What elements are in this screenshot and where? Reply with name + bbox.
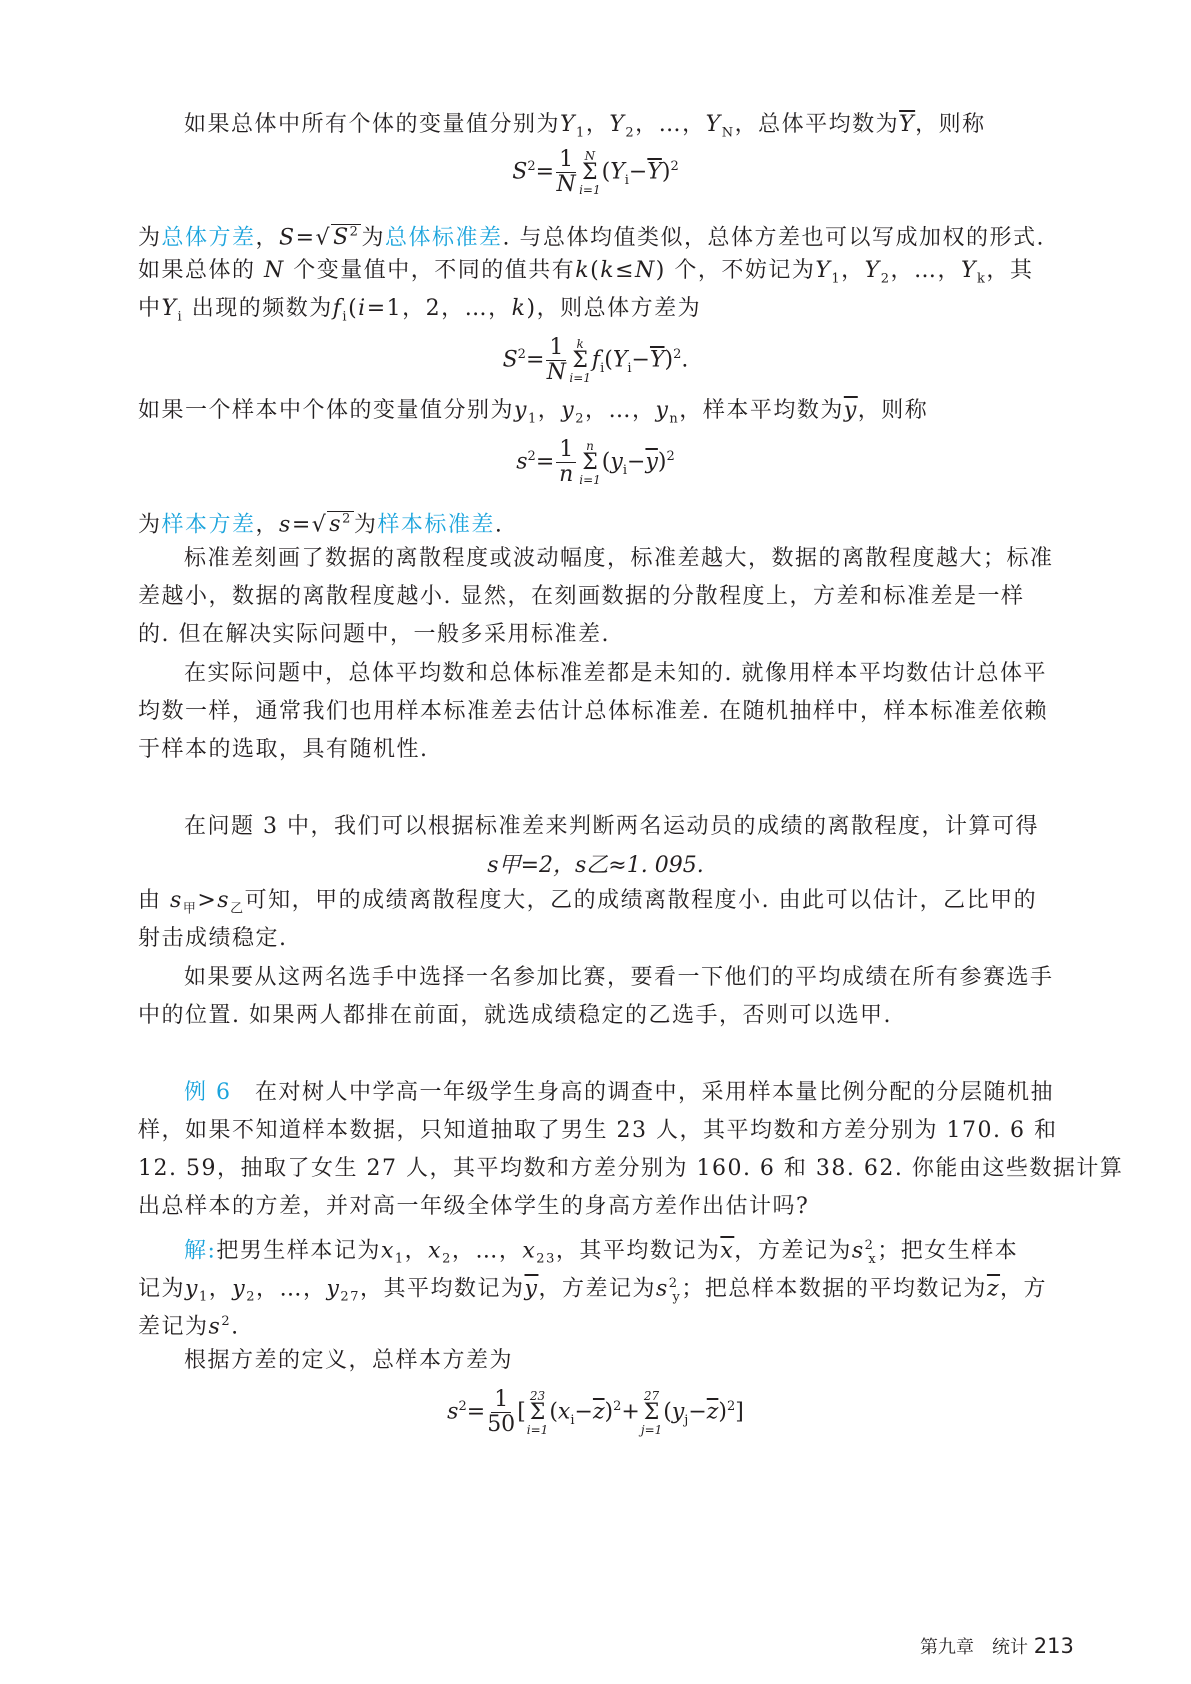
text-line: 在实际问题中，总体平均数和总体标准差都是未知的. 就像用样本平均数估计总体平	[184, 661, 1047, 686]
example-6-line: 例 6 在对树人中学高一年级学生身高的调查中，采用样本量比例分配的分层随机抽	[184, 1080, 1055, 1105]
population-variance-formula: $S^2=$ $\frac{1}{N}$ N Σ i=1 $(Y_i-\overline{Y})^2$	[512, 147, 679, 197]
text: 如果总体中所有个体的变量值分别为	[184, 112, 561, 137]
population-variance-definition: 为总体方差，$S=√S^2$为总体标准差. 与总体均值类似，总体方差也可以写成加权的形式.	[138, 225, 1045, 251]
text-line: 差记为$s^2$.	[138, 1314, 240, 1340]
text-line: 记为$y_1$，$y_2$，…，$y_{27}$，其平均数记为$\overline{y}$，方差记为$s^2_y$；把总样本数据的平均数记为$\overline{z}$，方	[138, 1276, 1048, 1305]
text-line: 差越小，数据的离散程度越小. 显然，在刻画数据的分散程度上，方差和标准差是一样	[138, 584, 1025, 609]
term-sample-variance: 样本方差	[161, 512, 256, 538]
text-line: 标准差刻画了数据的离散程度或波动幅度，标准差越大，数据的离散程度越大；标准	[184, 546, 1054, 571]
chapter-label: 第九章 统计	[920, 1637, 1028, 1658]
text-line: 样，如果不知道样本数据，只知道抽取了男生 23 人，其平均数和方差分别为 170. 6 和	[138, 1118, 1058, 1143]
sample-variance-formula: $s^2=$ $\frac{1}{n}$ n Σ i=1 $(y_i-\overline{y})^2$	[516, 437, 675, 487]
text-line: 12. 59，抽取了女生 27 人，其平均数和方差分别为 160. 6 和 38. 62. 你能由这些数据计算	[138, 1156, 1124, 1181]
page-footer	[920, 1633, 1074, 1659]
population-values-line: 如果总体中所有个体的变量值分别为$Y_1$，$Y_2$，…，$Y_N$，总体平均数为$\overline{Y}$，则称	[184, 112, 986, 141]
text-line: 中$Y_i$ 出现的频数为$f_i(i=1$，2，…，k)，则总体方差为	[138, 296, 702, 325]
text-line: 射击成绩稳定.	[138, 926, 288, 951]
solution-label: 解:	[184, 1238, 217, 1264]
sample-values-line: 如果一个样本中个体的变量值分别为$y_1$，$y_2$，…，$y_n$，样本平均数为$\overline{y}$，则称	[138, 398, 929, 427]
text-line: 根据方差的定义，总样本方差为	[184, 1348, 514, 1373]
weighted-variance-formula: $S^2=$ $\frac{1}{N}$ k Σ i=1 $f_i(Y_i-\overline{Y})^2$.	[502, 335, 689, 385]
text-line: 于样本的选取，具有随机性.	[138, 737, 429, 762]
text-line: 出总样本的方差，并对高一年级全体学生的身高方差作出估计吗?	[138, 1194, 810, 1219]
text-line: 如果要从这两名选手中选择一名参加比赛，要看一下他们的平均成绩在所有参赛选手	[184, 965, 1054, 990]
text-line: 的. 但在解决实际问题中，一般多采用标准差.	[138, 622, 610, 647]
text-line: 中的位置. 如果两人都排在前面，就选成绩稳定的乙选手，否则可以选甲.	[138, 1003, 892, 1028]
total-sample-variance-formula: $s^2=$ $\frac{1}{50}$ [ 23 Σ i=1 $(x_i-\overline{z})^2+$ 27 Σ j=1 $(y_j-\overline{z})^2$]	[447, 1387, 744, 1437]
term-population-std: 总体标准差	[384, 225, 503, 251]
page-number: 213	[1033, 1634, 1074, 1658]
sample-variance-definition: 为样本方差，$s=√s^2$为样本标准差.	[138, 512, 504, 538]
solution-line: 解:把男生样本记为$x_1$，$x_2$，…，$x_{23}$，其平均数记为$\overline{x}$，方差记为$s^2_x$；把女生样本	[184, 1238, 1019, 1267]
text-line: 由 $s_甲>s_乙$可知，甲的成绩离散程度大，乙的成绩离散程度小. 由此可以估计，乙比甲的	[138, 888, 1038, 917]
example-label: 例 6	[184, 1080, 232, 1105]
text-line: 在问题 3 中，我们可以根据标准差来判断两名运动员的成绩的离散程度，计算可得	[184, 814, 1039, 839]
term-sample-std: 样本标准差	[377, 512, 495, 538]
text: 总体平均数为	[758, 112, 900, 137]
text: 则称	[938, 112, 986, 137]
text-line: 均数一样，通常我们也用样本标准差去估计总体标准差. 在随机抽样中，样本标准差依赖	[138, 699, 1048, 724]
term-population-variance: 总体方差	[161, 225, 256, 251]
text-line: 如果总体的 N 个变量值中，不同的值共有k(k≤N) 个，不妨记为$Y_1$，$Y_2$，…，$Y_k$，其	[138, 258, 1034, 287]
std-result-formula: s甲=2，s乙≈1. 095.	[487, 853, 704, 878]
